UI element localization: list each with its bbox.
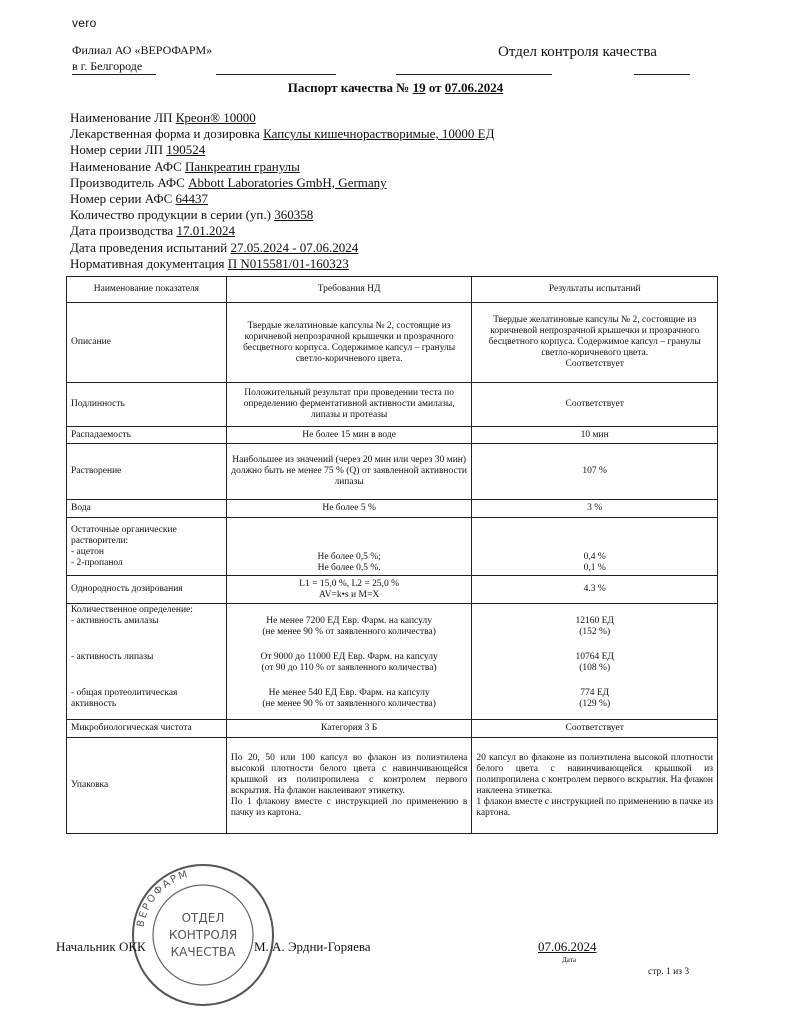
signature-date-label: Дата xyxy=(562,956,576,964)
field-dosage-form: Лекарственная форма и дозировка Капсулы кишечнорастворимые, 10000 ЕД xyxy=(70,126,495,142)
signer-name: М. А. Эрдни-Горяева xyxy=(254,939,371,954)
field-test-dates: Дата проведения испытаний 27.05.2024 - 07.06.2024 xyxy=(70,239,359,255)
header-divider xyxy=(396,74,552,75)
product-fields xyxy=(70,110,494,272)
field-regulatory-doc: Нормативная документация П N015581/01-160323 xyxy=(70,255,349,271)
header-divider xyxy=(72,74,156,75)
page-number: стр. 1 из 3 xyxy=(648,967,690,977)
signer-position: Начальник ОКК xyxy=(56,939,146,954)
row-name: Однородность дозирования xyxy=(67,576,227,604)
row-result: 0,4 % 0,1 % xyxy=(472,518,718,576)
table-row xyxy=(67,444,718,500)
table-row xyxy=(67,720,718,738)
company-logo: vero xyxy=(72,16,97,30)
department-name: Отдел контроля качества xyxy=(498,44,657,60)
row-name: Микробиологическая чистота xyxy=(67,720,227,738)
field-product-name: Наименование ЛП Креон® 10000 xyxy=(70,110,256,125)
branch-info xyxy=(72,42,212,74)
row-name: Упаковка xyxy=(67,738,227,834)
qc-stamp xyxy=(128,860,278,1010)
row-result: 3 % xyxy=(472,500,718,518)
stamp-line3: КАЧЕСТВА xyxy=(170,945,236,959)
table-row xyxy=(67,518,718,576)
header-results: Результаты испытаний xyxy=(472,277,718,303)
row-name: Описание xyxy=(67,303,227,383)
stamp-line1: ОТДЕЛ xyxy=(181,911,225,925)
row-result: Соответствует xyxy=(472,383,718,427)
header-requirements: Требования НД xyxy=(226,277,472,303)
field-api-name: Наименование АФС Панкреатин гранулы xyxy=(70,158,300,174)
row-result: 12160 ЕД (152 %) 10764 ЕД (108 %) 774 ЕД (129 %) xyxy=(472,604,718,720)
row-requirement: Не более 5 % xyxy=(226,500,472,518)
signature-date: 07.06.2024 xyxy=(538,939,597,954)
row-name: Остаточные органические растворители: - ацетон - 2-пропанол xyxy=(67,518,227,576)
field-production-date: Дата производства 17.01.2024 xyxy=(70,223,235,239)
branch-city: в г. Белгороде xyxy=(72,59,143,73)
row-name: Растворение xyxy=(67,444,227,500)
row-result: 10 мин xyxy=(472,427,718,444)
row-requirement: Категория 3 Б xyxy=(226,720,472,738)
quality-table xyxy=(66,276,718,834)
table-row xyxy=(67,427,718,444)
field-batch-number: Номер серии ЛП 190524 xyxy=(70,142,206,158)
table-row xyxy=(67,500,718,518)
row-requirement: По 20, 50 или 100 капсул во флакон из полиэтилена высокой плотности белого цвета с навинчивающейся крышкой из полипропилена с контролем первого вскрытия. На флакон наклеивают этикетку. По 1 флакону вместе с инструкцией по применению в пачку из картона. xyxy=(226,738,472,834)
header-divider xyxy=(216,74,336,75)
row-requirement: Положительный результат при проведении теста по определению ферментативной активности амилазы, липазы и протеазы xyxy=(226,383,472,427)
stamp-ring-text: ВЕРОФАРМ xyxy=(135,868,191,929)
row-requirement: Не более 0,5 %; Не более 0,5 %. xyxy=(226,518,472,576)
table-row xyxy=(67,303,718,383)
row-result: Твердые желатиновые капсулы № 2, состоящие из коричневой непрозрачной крышечки и прозрачного бесцветного корпуса. Содержимое капсул – гранулы светло-коричневого цвета. Соответствует xyxy=(472,303,718,383)
row-requirement: Не более 15 мин в воде xyxy=(226,427,472,444)
row-name: Вода xyxy=(67,500,227,518)
table-row xyxy=(67,383,718,427)
field-api-batch: Номер серии АФС 64437 xyxy=(70,191,209,207)
table-row xyxy=(67,604,718,720)
page-title: Паспорт качества № 19 от 07.06.2024 xyxy=(287,80,504,95)
header-divider xyxy=(634,74,690,75)
table-row xyxy=(67,576,718,604)
row-name: Распадаемость xyxy=(67,427,227,444)
table-row xyxy=(67,738,718,834)
row-name: Подлинность xyxy=(67,383,227,427)
header-indicator: Наименование показателя xyxy=(67,277,227,303)
field-api-manufacturer: Производитель АФС Abbott Laboratories GmbH, Germany xyxy=(70,174,387,190)
row-result: 107 % xyxy=(472,444,718,500)
row-requirement: L1 = 15,0 %, L2 = 25,0 % AV=k•s и M=X xyxy=(226,576,472,604)
passport-number: 19 xyxy=(412,80,426,95)
stamp-line2: КОНТРОЛЯ xyxy=(168,928,238,942)
row-result: Соответствует xyxy=(472,720,718,738)
row-requirement: Твердые желатиновые капсулы № 2, состоящие из коричневой непрозрачной крышечки и прозрачного бесцветного корпуса. Содержимое капсул – гранулы светло-коричневого цвета. xyxy=(226,303,472,383)
row-requirement: Не менее 7200 ЕД Евр. Фарм. на капсулу (не менее 90 % от заявленного количества) От 9000 до 11000 ЕД Евр. Фарм. на капсулу (от 90 до 110 % от заявленного количества) Не менее 540 ЕД Евр. Фарм. на капсулу (не менее 90 % от заявленного количества) xyxy=(226,604,472,720)
row-name: Количественное определение: - активность амилазы - активность липазы - общая протеолитическая активность xyxy=(67,604,227,720)
row-result: 4.3 % xyxy=(472,576,718,604)
table-header-row xyxy=(67,277,718,303)
passport-date: 07.06.2024 xyxy=(444,80,504,95)
branch-name: Филиал АО «ВЕРОФАРМ» xyxy=(72,43,213,57)
row-requirement: Наибольшее из значений (через 20 мин или через 30 мин) должно быть не менее 75 % (Q) от заявленной активности липазы xyxy=(226,444,472,500)
row-result: 20 капсул во флаконе из полиэтилена высокой плотности белого цвета с навинчивающейся крышкой из полипропилена с контролем первого вскрытия. На флакон наклеена этикетка. 1 флакон вместе с инструкцией по применению в пачке из картона. xyxy=(472,738,718,834)
field-quantity: Количество продукции в серии (уп.) 360358 xyxy=(70,207,314,223)
